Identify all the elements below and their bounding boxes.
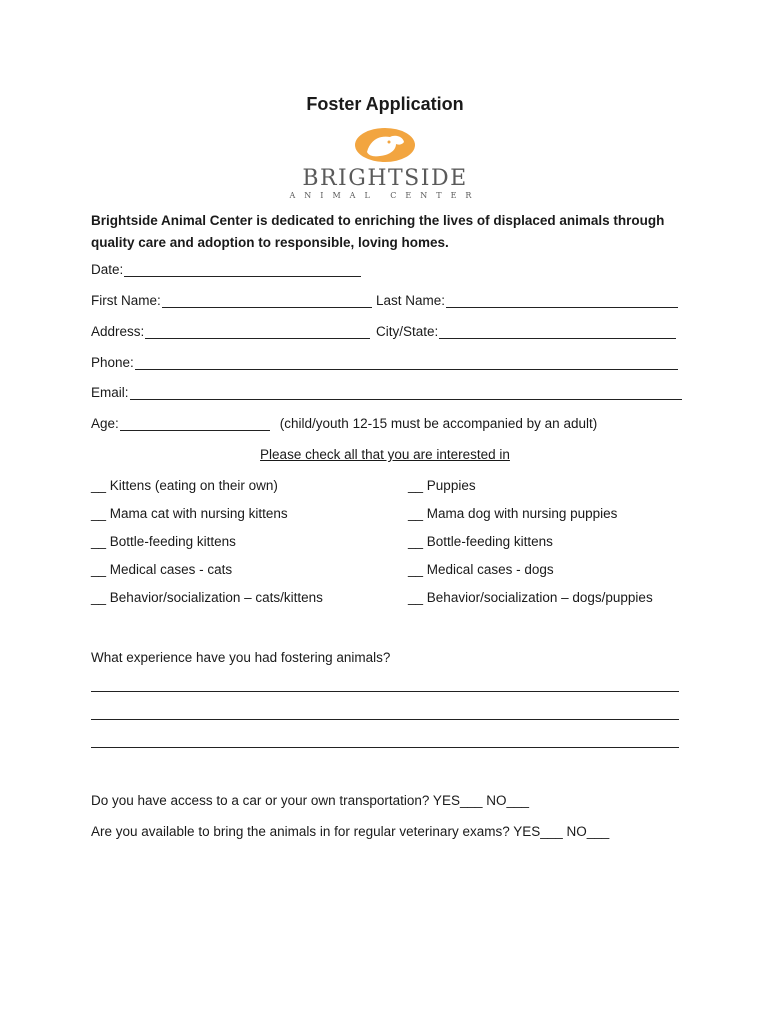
interest-option[interactable]: __ Mama cat with nursing kittens bbox=[91, 506, 288, 521]
interests-heading: Please check all that you are interested in bbox=[260, 447, 510, 462]
city-state-label: City/State: bbox=[376, 324, 439, 339]
experience-answer-line[interactable] bbox=[91, 719, 679, 720]
age-row bbox=[91, 416, 597, 431]
checkbox-blank: __ bbox=[91, 562, 107, 577]
first-name-row bbox=[91, 293, 372, 308]
address-input-line[interactable] bbox=[145, 324, 370, 339]
logo-sub-text: ANIMAL CENTER bbox=[289, 191, 481, 200]
email-row bbox=[91, 385, 682, 400]
interest-option[interactable]: __ Medical cases - cats bbox=[91, 562, 233, 577]
address-label: Address: bbox=[91, 324, 145, 339]
checkbox-blank: __ bbox=[408, 590, 424, 605]
email-label: Email: bbox=[91, 385, 129, 400]
last-name-row bbox=[376, 293, 678, 308]
logo-main-text: BRIGHTSIDE bbox=[302, 166, 468, 191]
checkbox-blank: __ bbox=[91, 534, 107, 549]
checkbox-blank: __ bbox=[91, 590, 107, 605]
checkbox-blank: __ bbox=[408, 478, 424, 493]
transport-question[interactable]: Do you have access to a car or your own transportation? YES___ NO___ bbox=[91, 793, 529, 808]
last-name-input-line[interactable] bbox=[446, 293, 678, 308]
date-field-row bbox=[91, 262, 361, 277]
experience-answer-line[interactable] bbox=[91, 691, 679, 692]
interest-option[interactable]: __ Mama dog with nursing puppies bbox=[408, 506, 618, 521]
intro-statement: Brightside Animal Center is dedicated to enriching the lives of displaced animals through quality care and adoption to responsible, loving homes. bbox=[91, 213, 665, 250]
checkbox-blank: __ bbox=[91, 506, 107, 521]
age-label: Age: bbox=[91, 416, 119, 431]
interest-option[interactable]: __ Medical cases - dogs bbox=[408, 562, 554, 577]
interest-option[interactable]: __ Behavior/socialization – dogs/puppies bbox=[408, 590, 653, 605]
age-input-line[interactable] bbox=[120, 416, 270, 431]
interest-option[interactable]: __ Kittens (eating on their own) bbox=[91, 478, 278, 493]
city-state-input-line[interactable] bbox=[439, 324, 676, 339]
date-input-line[interactable] bbox=[124, 262, 361, 277]
checkbox-blank: __ bbox=[408, 562, 424, 577]
page-title: Foster Application bbox=[306, 94, 464, 114]
checkbox-blank: __ bbox=[408, 534, 424, 549]
phone-label: Phone: bbox=[91, 355, 134, 370]
interest-option[interactable]: __ Bottle-feeding kittens bbox=[91, 534, 236, 549]
interest-option[interactable]: __ Behavior/socialization – cats/kittens bbox=[91, 590, 323, 605]
age-note: (child/youth 12-15 must be accompanied by an adult) bbox=[279, 416, 598, 431]
first-name-input-line[interactable] bbox=[162, 293, 372, 308]
email-input-line[interactable] bbox=[130, 385, 682, 400]
last-name-label: Last Name: bbox=[376, 293, 446, 308]
phone-input-line[interactable] bbox=[135, 355, 678, 370]
address-row bbox=[91, 324, 370, 339]
date-label: Date: bbox=[91, 262, 124, 277]
experience-answer-line[interactable] bbox=[91, 747, 679, 748]
experience-question: What experience have you had fostering animals? bbox=[91, 650, 391, 665]
first-name-label: First Name: bbox=[91, 293, 161, 308]
checkbox-blank: __ bbox=[91, 478, 107, 493]
brightside-logo bbox=[262, 128, 508, 200]
phone-row bbox=[91, 355, 678, 370]
interest-option[interactable]: __ Bottle-feeding kittens bbox=[408, 534, 553, 549]
city-state-row bbox=[376, 324, 676, 339]
checkbox-blank: __ bbox=[408, 506, 424, 521]
interest-option[interactable]: __ Puppies bbox=[408, 478, 476, 493]
vet-exams-question[interactable]: Are you available to bring the animals in for regular veterinary exams? YES___ NO___ bbox=[91, 824, 610, 839]
